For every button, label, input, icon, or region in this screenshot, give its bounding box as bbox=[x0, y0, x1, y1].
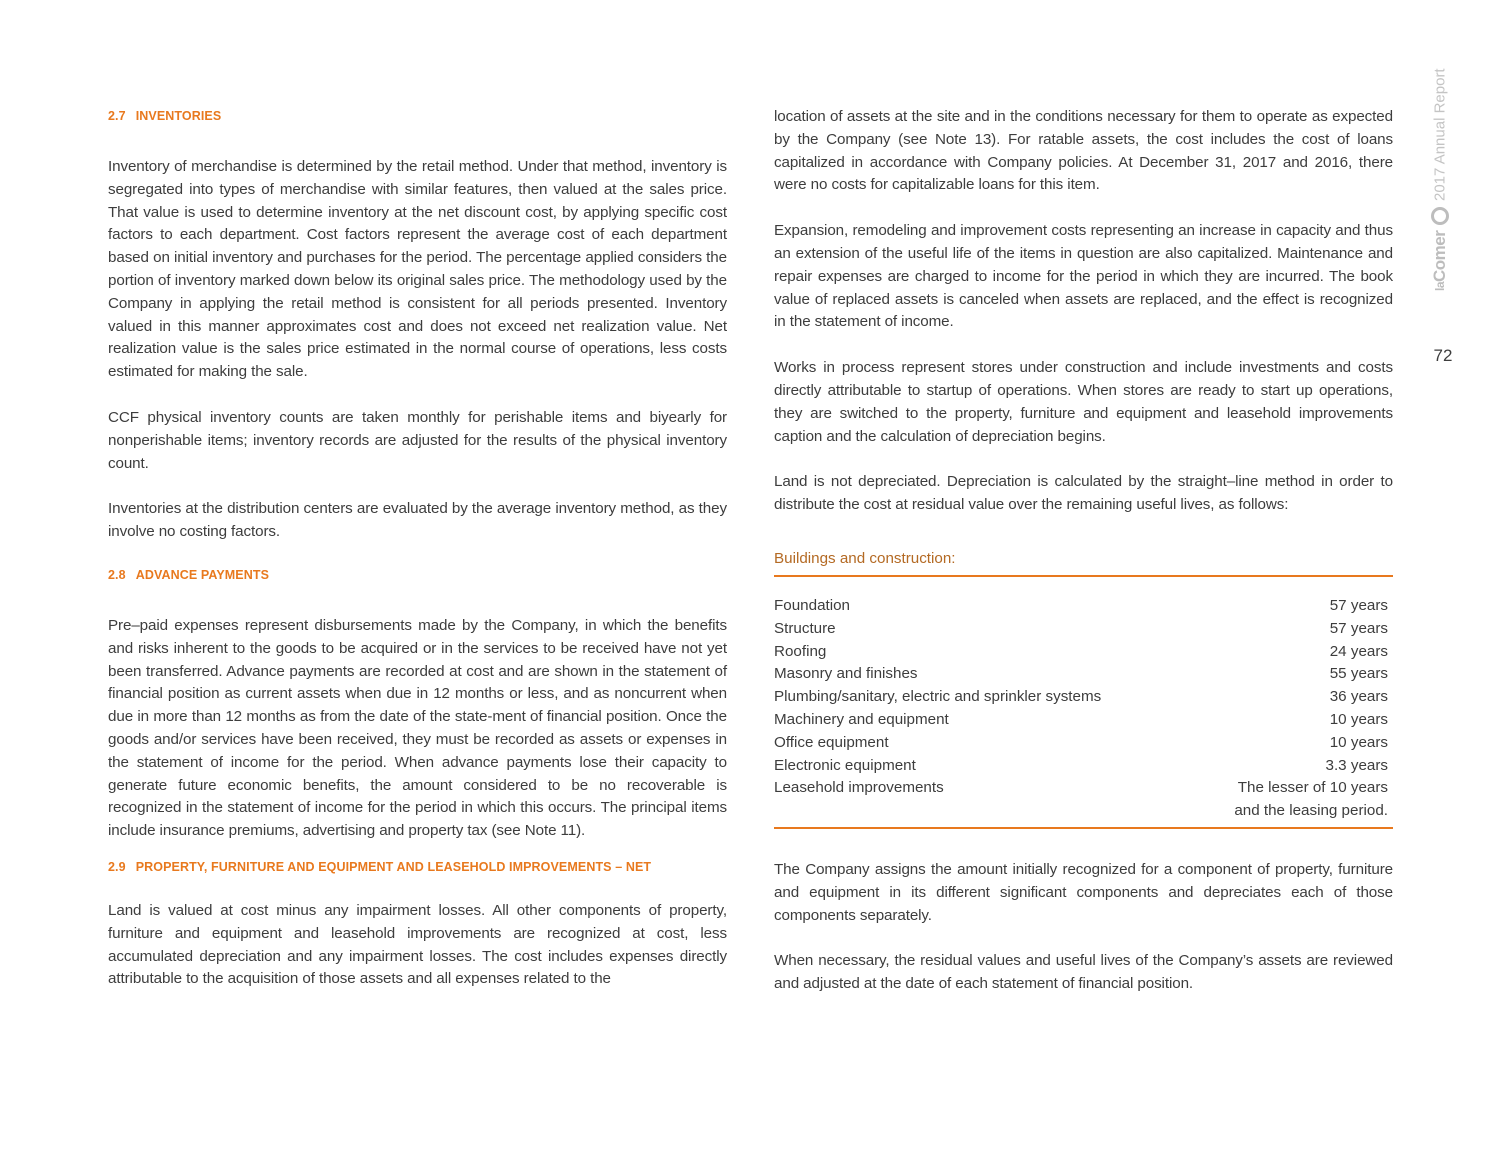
company-logo bbox=[1430, 231, 1450, 291]
asset-item: Office equipment bbox=[774, 733, 889, 751]
left-column bbox=[108, 105, 727, 1014]
right-column bbox=[774, 105, 1393, 1019]
asset-item: Machinery and equipment bbox=[774, 710, 949, 728]
table-row bbox=[774, 595, 1393, 618]
logo-text: Comer bbox=[1430, 230, 1449, 282]
table-row bbox=[774, 641, 1393, 664]
asset-item: Electronic equipment bbox=[774, 756, 916, 774]
section-number: 2.7 bbox=[108, 109, 126, 123]
section-title: PROPERTY, FURNITURE AND EQUIPMENT AND LEASEHOLD IMPROVEMENTS – NET bbox=[135, 859, 652, 874]
useful-life: 57 years bbox=[1329, 596, 1388, 614]
useful-life: 36 years bbox=[1329, 688, 1388, 706]
section-heading-inventories bbox=[108, 106, 727, 126]
useful-life: 3.3 years bbox=[1325, 756, 1388, 774]
table-row bbox=[774, 755, 1393, 778]
useful-life: 57 years bbox=[1329, 619, 1388, 637]
paragraph: The Company assigns the amount initially recognized for a component of property, furniture and equipment in its different significant components and depreciates each of those components separately. bbox=[774, 860, 1393, 924]
paragraph: CCF physical inventory counts are taken monthly for perishable items and biyearly for nonperishable items; inventory records are adjusted for the results of the physical inventory count. bbox=[108, 408, 727, 472]
page-number: 72 bbox=[1433, 346, 1453, 365]
paragraph: Land is valued at cost minus any impairment losses. All other components of property, furniture and equipment and leasehold improvements are recognized at cost, less accumulated depreciation and any impairment losses. The cost includes expenses directly attributable to the acquisition of those assets and all expenses related to the bbox=[108, 901, 727, 988]
useful-life: and the leasing period. bbox=[1234, 802, 1388, 820]
logo-mark-icon bbox=[1431, 207, 1449, 225]
paragraph: Works in process represent stores under construction and include investments and costs directly attributable to startup of operations. When stores are ready to start up operations, they are switched to the property, furniture and equipment and leasehold improvements caption and the calculation of depreciation begins. bbox=[774, 359, 1393, 445]
logo-prefix: la bbox=[1433, 281, 1447, 291]
useful-life: 24 years bbox=[1329, 642, 1388, 660]
useful-lives-table bbox=[774, 595, 1393, 829]
paragraph: location of assets at the site and in the conditions necessary for them to operate as expected by the Company (see Note 13). For ratable assets, the cost includes the cost of loans capitalized in accordance with Company policies. At December 31, 2017 and 2016, there were no costs for capitalizable loans for this item. bbox=[774, 108, 1393, 194]
useful-life: 55 years bbox=[1329, 665, 1388, 683]
asset-item: Structure bbox=[774, 619, 836, 637]
section-number: 2.8 bbox=[108, 567, 126, 582]
paragraph: Inventory of merchandise is determined by the retail method. Under that method, inventory is segregated into types of merchandise with similar features, then valued at the sales price. That value is used to determine inventory at the net discount cost, by applying specific cost factors to each department. Cost factors represent the average cost of each department based on initial inventory and purchases for the period. The percentage applied considers the portion of inventory marked down below its original sales price. The methodology used by the Company in applying the retail method is consistent for all periods presented. Inventory valued in this manner approximates cost and does not exceed net realization value. Net realization value is the sales price estimated in the normal course of operations, less costs estimated for making the sale. bbox=[108, 158, 727, 381]
table-row bbox=[774, 732, 1393, 755]
section-title: INVENTORIES bbox=[135, 109, 222, 123]
report-label: 2017 Annual Report bbox=[1431, 68, 1449, 201]
paragraph: Pre–paid expenses represent disbursements made by the Company, in which the benefits and risks inherent to the goods to be acquired or in the services to be received have not yet been transferred. Advance payments are recorded at cost and are shown in the statement of financial position as current assets when due in 12 months or less, and as noncurrent when due in more than 12 months as from the date of the state-ment of financial position. Once the goods and/or services have been received, they must be recorded as assets or expenses in the statement of income for the period. When advance payments lose their capacity to generate future economic benefits, the amount considered to be no recoverable is recognized in the statement of income for the period in which this occurs. The principal items include insurance premiums, advertising and property tax (see Note 11). bbox=[108, 616, 727, 840]
table-row bbox=[774, 686, 1393, 709]
useful-life: The lesser of 10 years bbox=[1237, 779, 1388, 797]
useful-lives-table-title: Buildings and construction: bbox=[774, 548, 1393, 577]
asset-item: Masonry and finishes bbox=[774, 665, 918, 683]
section-heading-advance-payments bbox=[108, 565, 727, 585]
paragraph: Inventories at the distribution centers are evaluated by the average inventory method, as they involve no costing factors. bbox=[108, 500, 727, 541]
asset-item: Plumbing/sanitary, electric and sprinkler systems bbox=[774, 688, 1102, 706]
section-heading-property bbox=[108, 857, 727, 877]
table-row bbox=[774, 777, 1393, 800]
paragraph: Land is not depreciated. Depreciation is calculated by the straight–line method in order to distribute the cost at residual value over the remaining useful lives, as follows: bbox=[774, 473, 1393, 514]
side-brand-strip bbox=[1430, 60, 1450, 340]
asset-item: Roofing bbox=[774, 642, 827, 660]
table-row bbox=[774, 800, 1393, 823]
section-title: ADVANCE PAYMENTS bbox=[135, 567, 270, 582]
table-row bbox=[774, 663, 1393, 686]
asset-item: Foundation bbox=[774, 596, 850, 614]
side-brand bbox=[1430, 60, 1452, 340]
paragraph: Expansion, remodeling and improvement costs representing an increase in capacity and thus an extension of the useful life of the items in question are also capitalized. Maintenance and repair expenses are charged to income for the period in which they are incurred. The book value of replaced assets is canceled when assets are replaced, and the effect is recognized in the statement of income. bbox=[774, 222, 1393, 331]
section-number: 2.9 bbox=[108, 859, 126, 874]
useful-life: 10 years bbox=[1329, 733, 1388, 751]
useful-life: 10 years bbox=[1329, 710, 1388, 728]
table-row bbox=[774, 618, 1393, 641]
paragraph: When necessary, the residual values and useful lives of the Company’s assets are reviewed and adjusted at the date of each statement of financial position. bbox=[774, 952, 1393, 993]
table-row bbox=[774, 709, 1393, 732]
asset-item: Leasehold improvements bbox=[774, 779, 944, 797]
